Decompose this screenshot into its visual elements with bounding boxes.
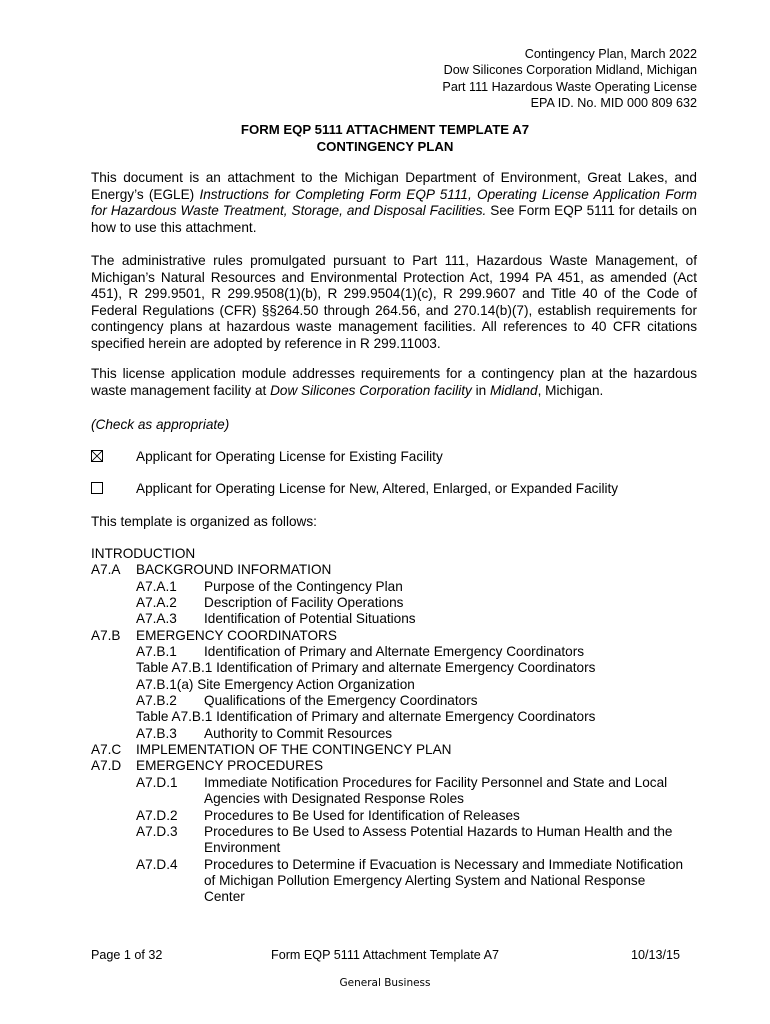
toc-title: Procedures to Be Used for Identification of Releases xyxy=(204,807,520,823)
toc-row xyxy=(0,873,770,889)
toc-code: A7.D.2 xyxy=(136,807,178,823)
toc-row xyxy=(0,644,770,660)
paragraph-text: in xyxy=(471,382,490,398)
rules-paragraph: The administrative rules promulgated pursuant to Part 111, Hazardous Waste Management, of Michigan’s Natural Resources and Environmental Protection Act, 1994 PA 451, as amended (Act 451), R 299.9501, R 299.9508(1)(b), R 299.9504(1)(c), R 299.9607 and Title 40 of the Code of Federal Regulations (CFR) §§264.50 through 264.56, and 270.14(b)(7), establish requirements for contingency plans at hazardous waste management facilities. All references to 40 CFR citations specified herein are adopted by reference in R 299.11003. xyxy=(91,253,697,351)
header-line: EPA ID. No. MID 000 809 632 xyxy=(530,95,697,110)
toc-title: Description of Facility Operations xyxy=(204,595,404,611)
checkbox-label: Applicant for Operating License for New, Altered, Enlarged, or Expanded Facility xyxy=(136,481,619,496)
toc-title: INTRODUCTION xyxy=(91,546,196,561)
toc-title: BACKGROUND INFORMATION xyxy=(136,562,332,578)
intro-paragraph xyxy=(91,170,697,236)
toc-entry: A7.B.1(a) Site Emergency Action Organization xyxy=(136,676,415,692)
header-line: Part 111 Hazardous Waste Operating License xyxy=(442,79,697,94)
toc-row xyxy=(0,562,770,578)
header-line: Contingency Plan, March 2022 xyxy=(524,47,697,61)
toc-title: Purpose of the Contingency Plan xyxy=(204,578,403,594)
footer-page-number: Page 1 of 32 xyxy=(91,948,163,962)
toc-code: A7.A.2 xyxy=(136,595,177,611)
toc-row xyxy=(0,677,770,693)
toc-title: EMERGENCY PROCEDURES xyxy=(136,758,324,774)
document-header xyxy=(442,46,697,111)
toc-title: Procedures to Be Used to Assess Potential Hazards to Human Health and the xyxy=(204,823,673,839)
table-of-contents xyxy=(0,546,770,906)
footer-form-name: Form EQP 5111 Attachment Template A7 xyxy=(271,948,499,962)
facility-name: Dow Silicones Corporation facility xyxy=(270,382,472,398)
subtitle-line: CONTINGENCY PLAN xyxy=(316,138,454,154)
toc-row xyxy=(0,579,770,595)
toc-code: A7.B.1 xyxy=(136,644,177,660)
toc-code: A7.A.1 xyxy=(136,578,177,594)
paragraph-text: , Michigan. xyxy=(537,382,604,398)
toc-title: EMERGENCY COORDINATORS xyxy=(136,627,337,643)
toc-table-entry: Table A7.B.1 Identification of Primary and alternate Emergency Coordinators xyxy=(136,660,596,676)
document-title xyxy=(0,122,770,155)
toc-code: A7.A.3 xyxy=(136,611,177,627)
toc-code: A7.D.1 xyxy=(136,774,178,790)
toc-title: Identification of Potential Situations xyxy=(204,611,416,627)
toc-code: A7.A xyxy=(91,562,121,578)
toc-code: A7.B xyxy=(91,627,121,643)
footer-date: 10/13/15 xyxy=(630,948,680,962)
module-paragraph xyxy=(91,366,697,399)
paragraph-text: This document is an attachment to the Michigan Department of Environment, Great Lakes, and Energy’s (EGLE) xyxy=(91,170,697,202)
toc-row xyxy=(0,611,770,627)
toc-code: A7.D.4 xyxy=(136,856,178,872)
toc-code: A7.C xyxy=(91,742,122,758)
paragraph-text: See Form EQP 5111 for details on how to use this attachment. xyxy=(91,203,697,235)
checkbox-label: Applicant for Operating License for Existing Facility xyxy=(136,449,443,464)
toc-title: Immediate Notification Procedures for Facility Personnel and State and Local xyxy=(204,774,668,790)
toc-row xyxy=(0,889,770,905)
toc-row xyxy=(0,775,770,791)
toc-title: Procedures to Determine if Evacuation is Necessary and Immediate Notification xyxy=(204,856,684,872)
toc-row xyxy=(0,857,770,873)
toc-row xyxy=(0,709,770,725)
toc-row xyxy=(0,726,770,742)
toc-row xyxy=(0,595,770,611)
header-line: Dow Silicones Corporation Midland, Michigan xyxy=(443,63,697,78)
toc-title-continued: Center xyxy=(204,889,245,905)
toc-row xyxy=(0,628,770,644)
check-instruction: (Check as appropriate) xyxy=(91,417,230,432)
paragraph-text: This license application module addresses requirements for a contingency plan at the hazardous waste management facility at xyxy=(91,366,697,398)
instructions-title: Instructions for Completing Form EQP 5111, Operating License Application Form for Hazardous Waste Treatment, Storage, and Disposal Facilities. xyxy=(91,186,697,219)
toc-code: A7.D.3 xyxy=(136,823,178,839)
toc-title: Identification of Primary and Alternate Emergency Coordinators xyxy=(204,644,585,660)
toc-row xyxy=(0,758,770,774)
toc-table-entry: Table A7.B.1 Identification of Primary and alternate Emergency Coordinators xyxy=(136,709,596,725)
toc-title-continued: of Michigan Pollution Emergency Alerting System and National Response xyxy=(204,872,646,888)
toc-code: A7.D xyxy=(91,758,122,774)
toc-row xyxy=(0,808,770,824)
title-line: FORM EQP 5111 ATTACHMENT TEMPLATE A7 xyxy=(240,122,530,137)
classification-label: General Business xyxy=(339,977,431,989)
toc-title: Qualifications of the Emergency Coordinators xyxy=(204,693,478,709)
toc-code: A7.B.3 xyxy=(136,725,177,741)
checkmark-x-icon xyxy=(92,451,102,461)
checked-checkbox[interactable] xyxy=(91,450,103,462)
toc-title-continued: Agencies with Designated Response Roles xyxy=(204,791,464,807)
toc-row xyxy=(0,840,770,856)
toc-row xyxy=(0,824,770,840)
toc-title-continued: Environment xyxy=(204,840,281,856)
toc-code: A7.B.2 xyxy=(136,693,177,709)
toc-row xyxy=(0,546,770,562)
toc-row xyxy=(0,791,770,807)
toc-title: Authority to Commit Resources xyxy=(204,725,393,741)
toc-row xyxy=(0,660,770,676)
organization-intro: This template is organized as follows: xyxy=(91,514,317,529)
toc-row xyxy=(0,742,770,758)
toc-row xyxy=(0,693,770,709)
toc-title: IMPLEMENTATION OF THE CONTINGENCY PLAN xyxy=(136,742,452,758)
city-name: Midland xyxy=(489,382,538,398)
unchecked-checkbox[interactable] xyxy=(91,482,103,494)
